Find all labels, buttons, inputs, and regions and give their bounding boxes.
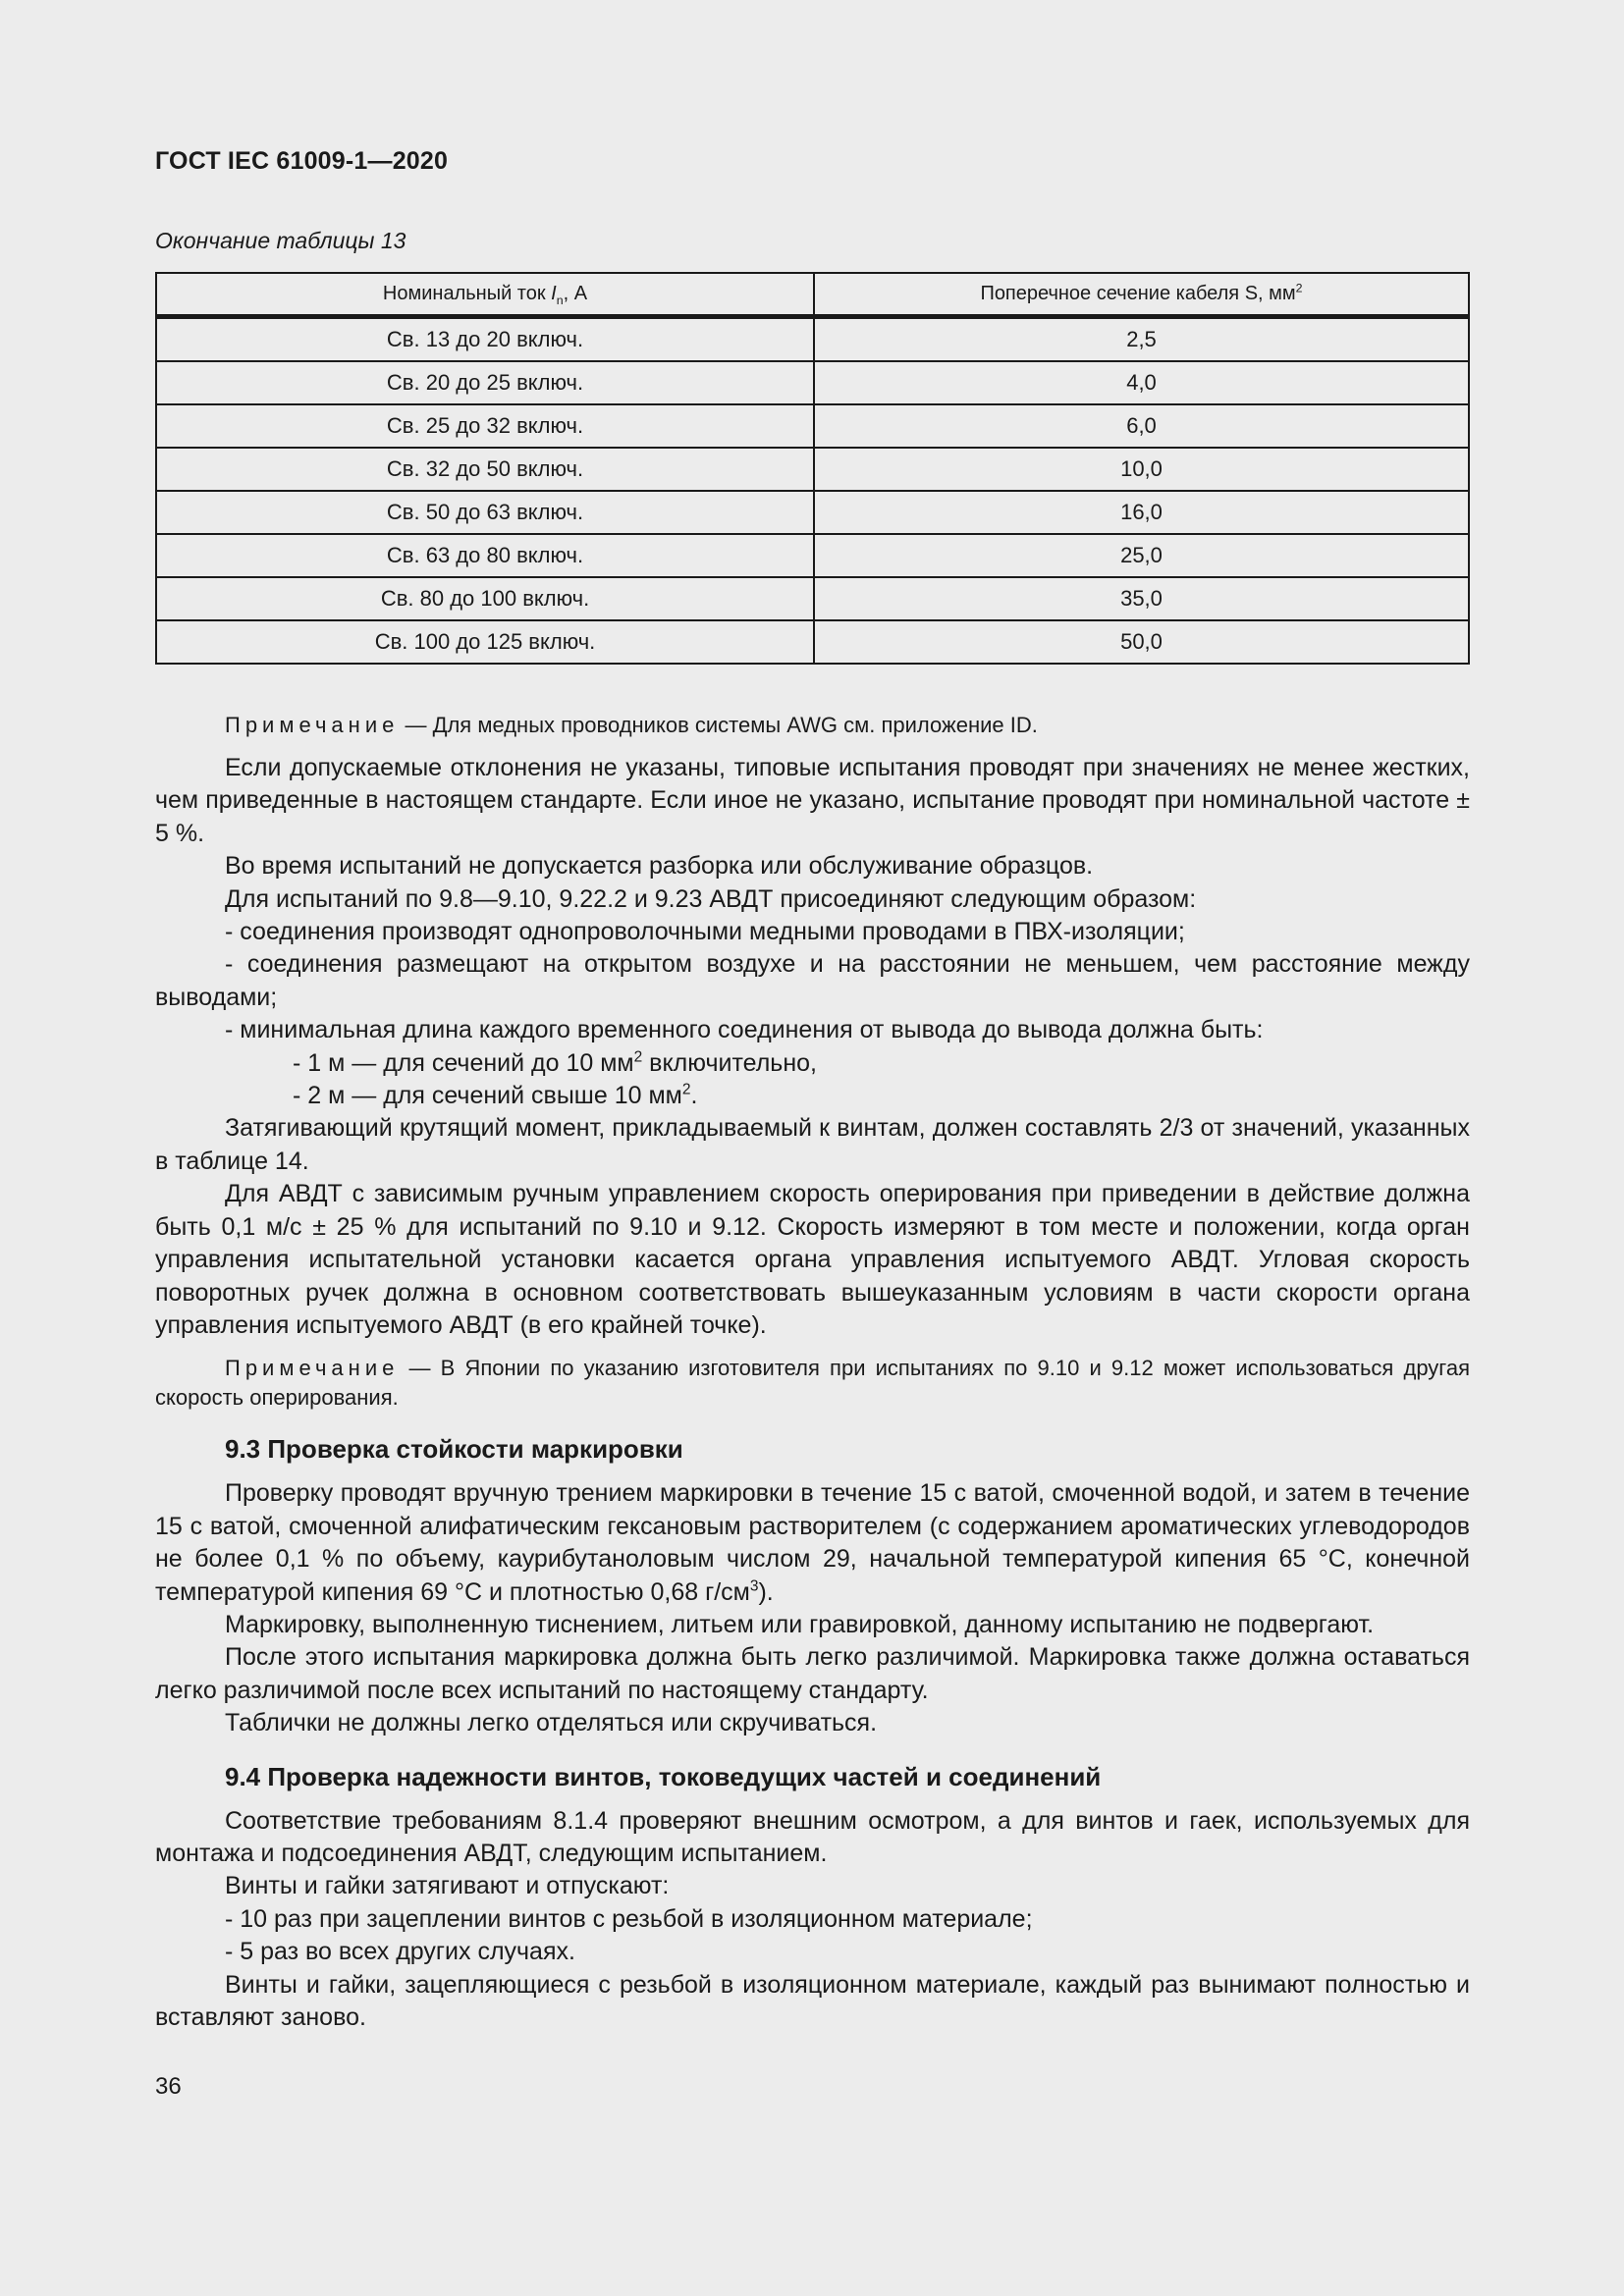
- table-row: [156, 448, 1469, 491]
- table-cell: Св. 100 до 125 включ.: [156, 620, 814, 664]
- paragraph: Соответствие требованиям 8.1.4 проверяют внешним осмотром, а для винтов и гаек, используемых для монтажа и подсоединения АВДТ, следующим испытанием.: [155, 1806, 1470, 1867]
- list-item: - соединения размещают на открытом воздухе и на расстоянии не меньшем, чем расстояние между выводами;: [155, 950, 1470, 1011]
- list-item: - соединения производят однопроволочными медными проводами в ПВХ-изоляции;: [225, 918, 1185, 946]
- table-row: [156, 534, 1469, 577]
- paragraph: Если допускаемые отклонения не указаны, типовые испытания проводят при значениях не менее жестких, чем приведенные в настоящем стандарте. Если иное не указано, испытание проводят при номинальной частоте ± 5 %.: [155, 754, 1470, 847]
- table-cell: 25,0: [814, 534, 1469, 577]
- table-header-row: [156, 273, 1469, 317]
- table-row: [156, 361, 1469, 404]
- section-heading-9-4: 9.4 Проверка надежности винтов, токоведущих частей и соединений: [225, 1761, 1102, 1791]
- paragraph: Винты и гайки затягивают и отпускают:: [225, 1872, 670, 1900]
- table-cell: 10,0: [814, 448, 1469, 491]
- table-cell: 6,0: [814, 404, 1469, 448]
- sub-list-item: - 1 м — для сечений до 10 $мм^2$ включительно,: [293, 1048, 817, 1077]
- section-heading-9-3: 9.3 Проверка стойкости маркировки: [225, 1434, 683, 1465]
- table-cell: Св. 80 до 100 включ.: [156, 577, 814, 620]
- column-header-current: Номинальный ток $I_n$, А: [156, 273, 814, 317]
- table-cell: Св. 63 до 80 включ.: [156, 534, 814, 577]
- paragraph: После этого испытания маркировка должна быть легко различимой. Маркировка также должна оставаться легко различимой после всех испытаний по настоящему стандарту.: [155, 1643, 1470, 1704]
- paragraph: Винты и гайки, зацепляющиеся с резьбой в изоляционном материале, каждый раз вынимают полностью и вставляют заново.: [155, 1970, 1470, 2031]
- paragraph: Во время испытаний не допускается разборка или обслуживание образцов.: [225, 852, 1094, 881]
- table-cell: Св. 20 до 25 включ.: [156, 361, 814, 404]
- table-row: [156, 317, 1469, 362]
- paragraph: Проверку проводят вручную трением маркировки в течение 15 с ватой, смоченной водой, и затем в течение 15 с ватой, смоченной алифатическим гексановым растворителем (с содержанием ароматических углеводородов не более 0,1 % по объему, каурибутаноловым числом 29, начальной температурой кипения 65 °С, конечной температурой кипения 69 °С и плотностью 0,68 $г/см^3$).: [155, 1479, 1470, 1606]
- table-cell: Св. 32 до 50 включ.: [156, 448, 814, 491]
- paragraph: Таблички не должны легко отделяться или скручиваться.: [225, 1709, 878, 1737]
- table-row: [156, 404, 1469, 448]
- paragraph: Маркировку, выполненную тиснением, литьем или гравировкой, данному испытанию не подвергают.: [225, 1610, 1375, 1638]
- table-cell: Св. 25 до 32 включ.: [156, 404, 814, 448]
- page-number: 36: [155, 2073, 182, 2100]
- table-cell: 16,0: [814, 491, 1469, 534]
- table-cell: 50,0: [814, 620, 1469, 664]
- table-cell: Св. 13 до 20 включ.: [156, 317, 814, 362]
- table-cell: 35,0: [814, 577, 1469, 620]
- list-item: - 10 раз при зацеплении винтов с резьбой в изоляционном материале;: [225, 1904, 1033, 1933]
- table-caption: Окончание таблицы 13: [155, 228, 406, 253]
- column-header-section: Поперечное сечение кабеля S, $мм^2$: [814, 273, 1469, 317]
- cable-section-table: [155, 272, 1470, 665]
- note: Примечание — В Японии по указанию изготовителя при испытаниях по 9.10 и 9.12 может использоваться другая скорость оперирования.: [155, 1356, 1470, 1411]
- document-body: [155, 711, 1470, 2034]
- document-header: ГОСТ IEC 61009-1—2020: [155, 147, 449, 175]
- table-cell: Св. 50 до 63 включ.: [156, 491, 814, 534]
- table-row: [156, 620, 1469, 664]
- table-cell: 2,5: [814, 317, 1469, 362]
- list-item: - 5 раз во всех других случаях.: [225, 1938, 575, 1966]
- paragraph: Для испытаний по 9.8—9.10, 9.22.2 и 9.23 АВДТ присоединяют следующим образом:: [225, 884, 1197, 913]
- sub-list-item: - 2 м — для сечений свыше 10 $мм^2$.: [293, 1081, 698, 1110]
- table-note: Примечание — Для медных проводников системы AWG см. приложение ID.: [225, 713, 1038, 737]
- table-cell: 4,0: [814, 361, 1469, 404]
- list-item: - минимальная длина каждого временного соединения от вывода до вывода должна быть:: [225, 1016, 1264, 1044]
- paragraph: Затягивающий крутящий момент, прикладываемый к винтам, должен составлять 2/3 от значений, указанных в таблице 14.: [155, 1114, 1470, 1175]
- paragraph: Для АВДТ с зависимым ручным управлением скорость оперирования при приведении в действие должна быть 0,1 м/с ± 25 % для испытаний по 9.10 и 9.12. Скорость измеряют в том месте и положении, когда орган управления испытательной установки касается органа управления испытуемого АВДТ. Угловая скорость поворотных ручек должна в основном соответствовать вышеуказанным условиям в части скорости органа управления испытуемого АВДТ (в его крайней точке).: [155, 1180, 1470, 1339]
- table-row: [156, 491, 1469, 534]
- table-row: [156, 577, 1469, 620]
